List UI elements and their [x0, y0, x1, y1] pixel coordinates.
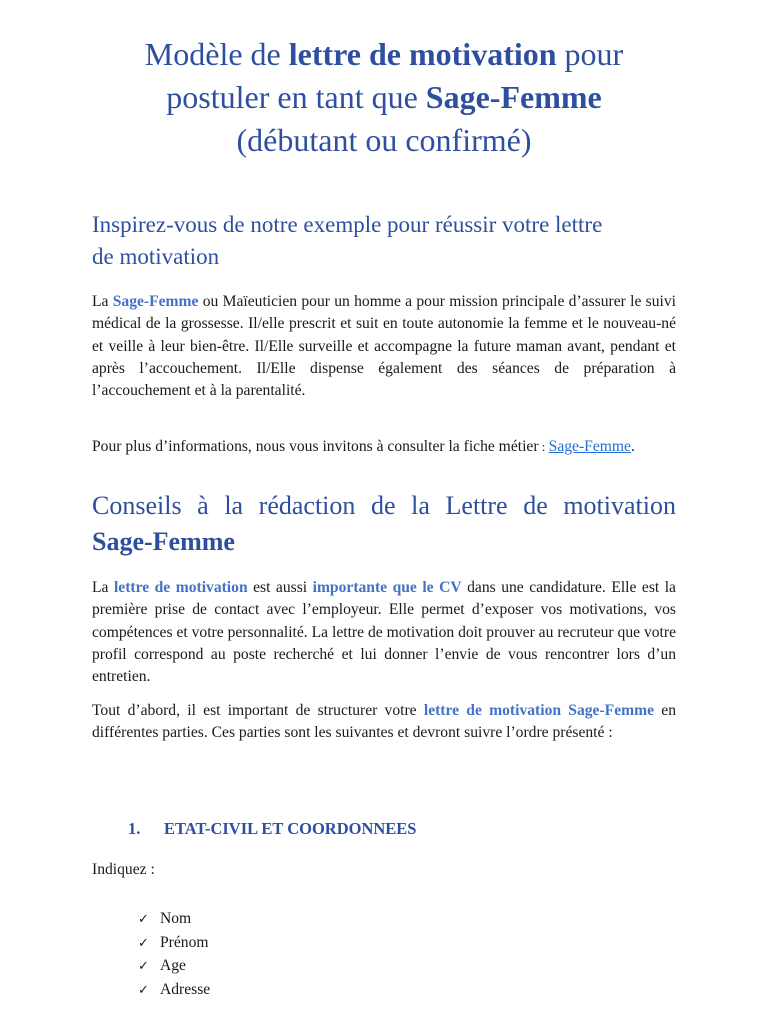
conseils-heading-line-1: Conseils à la rédaction de la Lettre de motivation — [92, 491, 676, 520]
conseils-heading — [92, 488, 676, 560]
section-1-number: 1. — [128, 819, 141, 838]
title-part-3: pour — [556, 36, 624, 72]
checkmark-icon: ✓ — [138, 912, 149, 927]
list-item-label: Age — [160, 957, 186, 975]
p3-keyword-importante: importante que le CV — [312, 579, 462, 596]
subtitle-line-2: de motivation — [92, 244, 220, 269]
coordonnees-checklist — [138, 908, 210, 1002]
title-keyword-lettre: lettre de motivation — [288, 36, 557, 72]
conseils-heading-line-2: Sage-Femme — [92, 527, 235, 556]
section-1-lead: Indiquez : — [92, 861, 155, 878]
checkmark-icon: ✓ — [138, 982, 149, 998]
conseils-paragraph-1 — [92, 577, 676, 688]
info-paragraph — [92, 436, 676, 458]
intro-text-body: ou Maïeuticien pour un homme a pour mission principale d’assurer le suivi médical de la grossesse. Il/elle prescrit et suit en toute autonomie la femme et le nouveau-né et veille à leur bien-être. Il/Elle surveille et accompagne la future maman avant, pendant et après l’accouchement. Il/Elle dispense également des séances de préparation à l’accouchement et à la parentalité. — [92, 293, 676, 400]
section-1-heading — [128, 817, 416, 841]
list-item-label: Adresse — [160, 980, 211, 998]
section-1-title: ETAT-CIVIL ET COORDONNEES — [164, 819, 417, 838]
p3-text-c: est aussi — [247, 579, 313, 596]
page-title — [92, 33, 676, 162]
p3-text-a: La — [92, 579, 114, 596]
subtitle-heading — [92, 209, 676, 273]
title-part-6: (débutant ou confirmé) — [236, 122, 532, 158]
info-colon: : — [538, 439, 549, 454]
list-item-label: Nom — [160, 910, 192, 927]
title-keyword-sage-femme: Sage-Femme — [425, 79, 602, 115]
p4-keyword-lettre-sage-femme: lettre de motivation Sage-Femme — [423, 702, 655, 719]
p3-keyword-lettre: lettre de motivation — [113, 579, 248, 596]
subtitle-line-1: Inspirez-vous de notre exemple pour réussir votre lettre — [92, 212, 603, 237]
intro-paragraph — [92, 291, 676, 402]
list-item-label: Prénom — [160, 933, 209, 951]
title-part-4: postuler en tant que — [166, 79, 426, 115]
intro-keyword-sage-femme: Sage-Femme — [112, 293, 199, 310]
p4-text-c: en différentes parties. Ces parties sont les suivantes et devront suivre l’ordre présenté : — [92, 702, 676, 742]
list-item — [138, 955, 210, 979]
p4-text-a: Tout d’abord, il est important de structurer votre — [92, 702, 424, 719]
conseils-paragraph-2 — [92, 700, 676, 745]
fiche-metier-link[interactable]: Sage-Femme — [548, 438, 631, 455]
info-end: . — [630, 438, 635, 455]
info-text: Pour plus d’informations, nous vous invitons à consulter la fiche métier — [92, 438, 539, 455]
list-item — [138, 908, 210, 932]
title-part-1: Modèle de — [144, 36, 289, 72]
intro-text-start: La — [92, 293, 113, 310]
list-item — [138, 979, 210, 1003]
list-item — [138, 932, 210, 956]
p3-text-e: dans une candidature. Elle est la première prise de contact avec l’employeur. Elle permet d’exposer vos motivations, vos compétences et votre personnalité. La lettre de motivation doit prouver au recruteur que votre profil correspond au poste recherché et lui donner l’envie de vous rencontrer lors d’un entretien. — [92, 579, 676, 686]
checkmark-icon: ✓ — [138, 935, 149, 951]
checkmark-icon: ✓ — [138, 959, 149, 975]
